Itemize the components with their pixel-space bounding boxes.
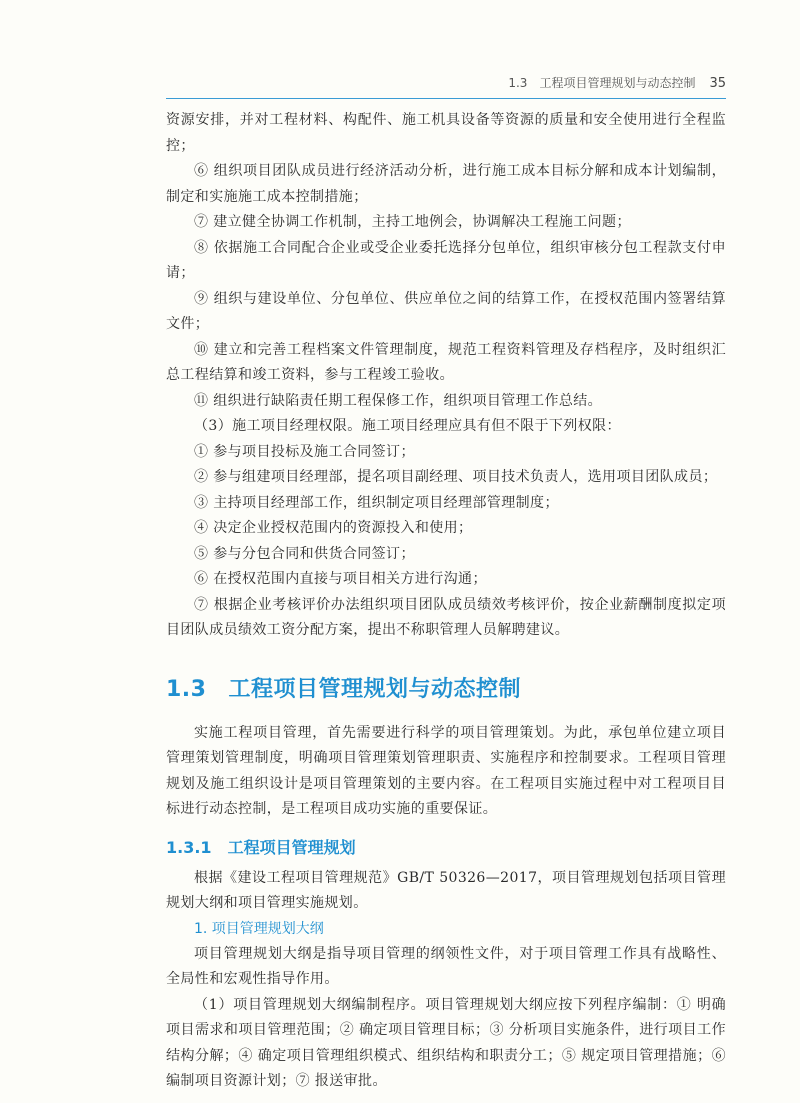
paragraph: ⑦ 建立健全协调工作机制，主持工地例会，协调解决工程施工问题； xyxy=(194,214,631,230)
page-number: 35 xyxy=(709,76,726,91)
paragraph: ⑥ 组织项目团队成员进行经济活动分析，进行施工成本目标分解和成本计划编制，制定和实施施工成本控制措施； xyxy=(166,163,726,205)
paragraph: ① 参与项目投标及施工合同签订； xyxy=(194,443,415,460)
subsection-number: 1.3.1 xyxy=(166,837,212,857)
paragraph: （3）施工项目经理权限。施工项目经理应具有但不限于下列权限： xyxy=(194,418,621,434)
paragraph: ② 参与组建项目经理部，提名项目副经理、项目技术负责人，选用项目团队成员； xyxy=(194,469,718,485)
section-number: 1.3 xyxy=(166,676,207,702)
paragraph: 项目管理规划大纲是指导项目管理的纲领性文件，对于项目管理工作具有战略性、全局性和宏观性指导作用。 xyxy=(166,945,726,987)
paragraph: ⑨ 组织与建设单位、分包单位、供应单位之间的结算工作，在授权范围内签署结算文件； xyxy=(166,290,726,332)
paragraph: ⑥ 在授权范围内直接与项目相关方进行沟通； xyxy=(194,571,487,587)
header-rule xyxy=(166,98,726,99)
paragraph: ⑤ 参与分包合同和供货合同签订； xyxy=(194,545,415,562)
paragraph: ⑧ 依据施工合同配合企业或受企业委托选择分包单位，组织审核分包工程款支付申请； xyxy=(166,239,726,281)
paragraph: ⑪ 组织进行缺陷责任期工程保修工作，组织项目管理工作总结。 xyxy=(194,392,603,409)
subsection-title: 工程项目管理规划 xyxy=(227,837,356,857)
subsection-heading xyxy=(166,835,726,858)
paragraph: ⑩ 建立和完善工程档案文件管理制度，规范工程资料管理及存档程序，及时组织汇总工程结算和竣工资料，参与工程竣工验收。 xyxy=(166,341,726,383)
paragraph: ③ 主持项目经理部工作，组织制定项目经理部管理制度； xyxy=(194,494,559,511)
paragraph: ⑦ 根据企业考核评价办法组织项目团队成员绩效考核评价，按企业薪酬制度拟定项目团队成员绩效工资分配方案，提出不称职管理人员解聘建议。 xyxy=(166,596,726,638)
page-body xyxy=(166,108,726,1095)
paragraph: 资源安排，并对工程材料、构配件、施工机具设备等资源的质量和安全使用进行全程监控； xyxy=(166,112,726,154)
running-header-title: 1.3 工程项目管理规划与动态控制 xyxy=(508,76,696,90)
section-intro: 实施工程项目管理，首先需要进行科学的项目管理策划。为此，承包单位建立项目管理策划管理制度，明确项目管理策划管理职责、实施程序和控制要求。工程项目管理规划及施工组织设计是项目管理策划的主要内容。在工程项目实施过程中对工程项目目标进行动态控制，是工程项目成功实施的重要保证。 xyxy=(166,724,726,817)
running-header xyxy=(166,74,726,91)
section-title: 工程项目管理规划与动态控制 xyxy=(228,676,521,702)
section-heading xyxy=(166,672,726,703)
paragraph: （1）项目管理规划大纲编制程序。项目管理规划大纲应按下列程序编制：① 明确项目需求和项目管理范围；② 确定项目管理目标；③ 分析项目实施条件，进行项目工作结构分解；④ 确定项目管理组织模式、组织结构和职责分工；⑤ 规定项目管理措施；⑥ 编制项目资源计划；⑦ 报送审批。 xyxy=(166,996,726,1089)
paragraph: ④ 决定企业授权范围内的资源投入和使用； xyxy=(194,520,473,536)
top-paragraphs xyxy=(166,108,726,644)
subsection-intro: 根据《建设工程项目管理规范》GB/T 50326—2017，项目管理规划包括项目管理规划大纲和项目管理实施规划。 xyxy=(166,869,726,911)
sub-sub-heading: 1. 项目管理规划大纲 xyxy=(194,920,324,937)
